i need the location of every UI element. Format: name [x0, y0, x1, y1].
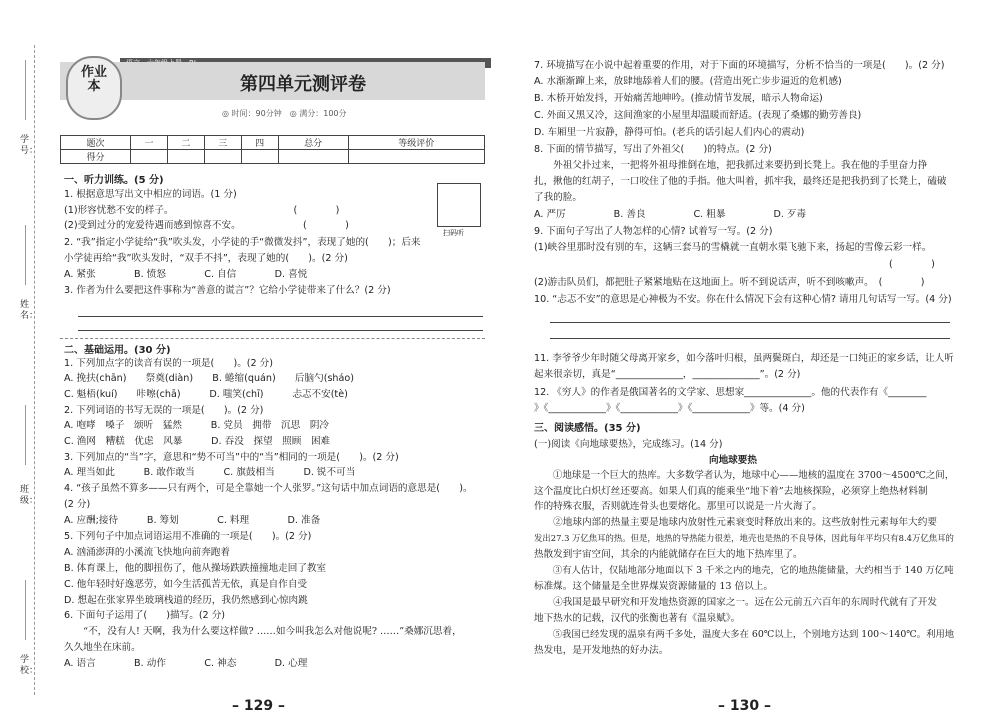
question-line: (2)游击队员们，都把肚子紧紧地贴在这地面上。听不到说话声，听不到咳嗽声。 ( ) — [534, 277, 925, 288]
question-line: B. 体育课上，他的脚扭伤了，他从操场跌跌撞撞地走回了教室 — [64, 563, 327, 574]
question-line: A. 咆哮 嗓子 颂听 猛然 B. 党员 拥带 沉思 阴冷 — [64, 420, 330, 431]
question-line: 10. “忐忑不安”的意思是心神极为不安。你在什么情况下会有这种心情? 请用几句话写一写。(4 分) — [534, 294, 952, 305]
question-line: 1. 根据意思写出文中相应的词语。(1 分) — [64, 189, 237, 200]
school-blank[interactable] — [25, 580, 27, 640]
answer-line[interactable] — [78, 330, 483, 331]
qr-code-icon[interactable] — [437, 183, 481, 227]
answer-line[interactable] — [550, 338, 950, 339]
student-id-blank[interactable] — [25, 60, 27, 120]
section-heading: 一、听力训练。(5 分) — [64, 175, 164, 186]
question-line: 扎，揪他的红胡子，一口咬住了他的手指。他大叫着，抓牢我，最终还是把我扔到了长凳上，磕破 — [534, 176, 947, 187]
question-line: 8. 下面的情节描写，写出了外祖父( )的特点。(2 分) — [534, 144, 772, 155]
score-table — [60, 135, 485, 164]
table-row — [61, 136, 485, 150]
question-line: 9. 下面句子写出了人物怎样的心情? 试着写一写。(2 分) — [534, 226, 773, 237]
table-cell: 二 — [167, 136, 204, 150]
question-line: 12. 《穷人》的作者是俄国著名的文学家、思想家______________。他的代表作有《________ — [534, 387, 927, 398]
score-cell[interactable] — [278, 150, 348, 164]
question-line: 作的特殊衣服，否则就连骨头也要熔化。那里可以说是一片火海了。 — [534, 501, 822, 512]
question-line: ④我国是最早研究和开发地热资源的国家之一。远在公元前五六百年的东周时代就有了开发 — [534, 597, 937, 608]
question-line: ⑤我国已经发现的温泉有两千多处，温度大多在 60℃以上，个别地方达到 100～140℃。利用地 — [534, 629, 955, 640]
question-line: 》《____________》《____________》《____________》等。(4 分) — [534, 403, 805, 414]
question-line: A. 紧张 B. 愤怒 C. 自信 D. 喜悦 — [64, 269, 308, 280]
question-line: 起来很亲切，真是“______________，______________”。(2 分) — [534, 369, 801, 380]
score-cell[interactable] — [204, 150, 241, 164]
question-line: A. 应酬;接待 B. 筹划 C. 料理 D. 准备 — [64, 515, 321, 526]
question-line: ②地球内部的热量主要是地球内放射性元素衰变时释放出来的。这些放射性元素每年大约要 — [534, 517, 937, 528]
question-line: 发出27.3 万亿焦耳的热。但是，地热的导热能力很差，地壳也是热的不良导体，因此每年平均只有8.4万亿焦耳的 — [534, 533, 954, 543]
table-cell: 等级评价 — [348, 136, 484, 150]
question-line: 3. 下列加点的“当”字，意思和“势不可当”中的“当”相同的一项是( )。(2 分) — [64, 452, 399, 463]
table-cell: 得分 — [61, 150, 131, 164]
page-title: 第四单元测评卷 — [240, 74, 366, 95]
question-line: C. 渔网 糟糕 优虑 风暴 D. 吞没 探望 照顾 困难 — [64, 436, 331, 447]
table-cell: 题次 — [61, 136, 131, 150]
question-line: 5. 下列句子中加点词语运用不准确的一项是( )。(2 分) — [64, 531, 312, 542]
page-number-right: – 130 – — [718, 698, 771, 714]
question-line: 小学徒再给“我”吹头发时，“双手不抖”，表现了她的( )。(2 分) — [64, 253, 348, 264]
question-line: 久久地坐在床前。 — [64, 642, 141, 653]
question-line: B. 木桥开始发抖，开始痛苦地呻吟。(推动情节发展，暗示人物命运) — [534, 93, 823, 104]
question-line: C. 外面又黑又冷，这间渔家的小屋里却温暖而舒适。(表现了桑娜的勤劳善良) — [534, 110, 862, 121]
logo — [66, 56, 122, 120]
question-line: (1)形容忧愁不安的样子。 ( ) — [64, 205, 340, 216]
question-line: 11. 李爷爷少年时随父母离开家乡，如今落叶归根，虽两鬓斑白，却还是一口纯正的家乡话，让人听 — [534, 353, 954, 364]
cut-line — [34, 45, 35, 695]
question-line: D. 车厢里一片寂静，静得可怕。(老兵的话引起人们内心的震动) — [534, 127, 805, 138]
question-line: ③有人估计，仅陆地部分地面以下 3 千米之内的地壳，它的地热能储量，大约相当于 140 万亿吨 — [534, 565, 954, 576]
question-line: 标准煤。这个储量是全世界煤炭资源储量的 13 倍以上。 — [534, 581, 773, 592]
name-label: 姓名： — [20, 300, 39, 321]
question-line: ①地球是一个巨大的热库。大多数学者认为，地球中心——地核的温度在 3700～4500℃之间， — [534, 470, 955, 481]
answer-line[interactable] — [550, 322, 950, 323]
question-line: A. 理当如此 B. 敢作敢当 C. 旗鼓相当 D. 锐不可当 — [64, 467, 356, 478]
score-cell[interactable] — [241, 150, 278, 164]
table-cell: 总分 — [278, 136, 348, 150]
student-id-label: 学号： — [20, 135, 39, 156]
question-line: 2. “我”指定小学徒给“我”吹头发，小学徒的手“微微发抖”，表现了她的( )；后来 — [64, 237, 421, 248]
binding-margin — [0, 0, 44, 722]
question-line: 2. 下列词语的书写无误的一项是( )。(2 分) — [64, 405, 264, 416]
table-cell: 四 — [241, 136, 278, 150]
question-line: ( ) — [534, 259, 935, 270]
question-line: 外祖父扑过来，一把将外祖母推倒在地，把我抓过来要扔到长凳上。我在他的手里奋力挣 — [534, 160, 928, 171]
section-divider — [60, 338, 485, 339]
question-line: 1. 下列加点字的读音有误的一项是( )。(2 分) — [64, 358, 274, 369]
class-blank[interactable] — [25, 405, 27, 465]
question-line: A. 语言 B. 动作 C. 神态 D. 心理 — [64, 658, 308, 669]
question-line: 3. 作者为什么要把这件事称为“善意的谎言”？它给小学徒带来了什么？(2 分) — [64, 285, 391, 296]
question-line: 热散发到宇宙空间，其余的内能就储存在巨大的地下热库里了。 — [534, 549, 803, 560]
table-row — [61, 150, 485, 164]
question-line: (2 分) — [64, 499, 91, 510]
school-label: 学校： — [20, 655, 39, 676]
question-line: (一)阅读《向地球要热》，完成练习。(14 分) — [534, 439, 723, 450]
name-blank[interactable] — [25, 225, 27, 285]
qr-label: 扫码听 — [443, 229, 464, 237]
question-line: 热发电，是开发地热的好办法。 — [534, 645, 669, 656]
question-line: D. 想起在张家界坐玻璃栈道的经历，我仍然感到心惊肉跳 — [64, 595, 308, 606]
table-cell: 三 — [204, 136, 241, 150]
question-line: A. 挽扶(chān) 祭奠(diàn) B. 蜷缩(quán) 后脑勺(sháo) — [64, 373, 355, 384]
answer-line[interactable] — [78, 316, 483, 317]
question-line: A. 水渐渐蹿上来，放肆地舔着人们的腰。(营造出死亡步步逼近的危机感) — [534, 76, 842, 87]
question-line: C. 魁梧(kuí) 咔嚓(chā) D. 嗤笑(chī) 忐忑不安(tè) — [64, 389, 348, 400]
question-line: “不，没有人! 天啊，我为什么要这样做? ……如今叫我怎么对他说呢? ……”桑娜沉思着， — [64, 626, 462, 637]
score-cell[interactable] — [167, 150, 204, 164]
question-line: A. 严厉 B. 善良 C. 粗暴 D. 歹毒 — [534, 209, 807, 220]
question-line: 了我的脸。 — [534, 192, 582, 203]
question-line: 4. “孩子虽然不算多——只有两个，可是全靠她一个人张罗。”这句话中加点词语的意思是( )。 — [64, 483, 473, 494]
question-line: A. 汹涌澎湃的小溪流飞快地向前奔跑着 — [64, 547, 230, 558]
question-line: 7. 环境描写在小说中起着重要的作用，对于下面的环境描写，分析不恰当的一项是( )。(2 分) — [534, 60, 945, 71]
section-heading: 二、基础运用。(30 分) — [64, 345, 171, 356]
question-line: C. 他年轻时好逸恶劳，如今生活孤苦无依，真是自作自受 — [64, 579, 308, 590]
score-cell[interactable] — [348, 150, 484, 164]
class-label: 班级： — [20, 485, 39, 506]
logo-text: 作业本 — [80, 65, 107, 94]
exam-meta: ◎ 时间：90分钟 ◎ 满分：100分 — [222, 109, 347, 118]
question-line: 6. 下面句子运用了( )描写。(2 分) — [64, 610, 226, 621]
question-line: 地下热水的记载，汉代的张衡也著有《温泉赋》。 — [534, 613, 741, 624]
table-cell: 一 — [131, 136, 168, 150]
page-number-left: – 129 – — [232, 698, 285, 714]
passage-title: 向地球要热 — [709, 455, 757, 466]
score-cell[interactable] — [131, 150, 168, 164]
question-line: (2)受到过分的宠爱待遇而感到惊喜不安。 ( ) — [64, 220, 349, 231]
section-heading: 三、阅读感悟。(35 分) — [534, 423, 641, 434]
question-line: (1)峡谷里那时没有别的车，这辆三套马的雪橇就一直朝水渠飞驰下来，扬起的雪像云彩一样。 — [534, 242, 932, 253]
question-line: 这个温度比白炽灯丝还要高。如果人们真的能乘坐“地下着”去地核探险，必须穿上绝热材料制 — [534, 486, 928, 497]
